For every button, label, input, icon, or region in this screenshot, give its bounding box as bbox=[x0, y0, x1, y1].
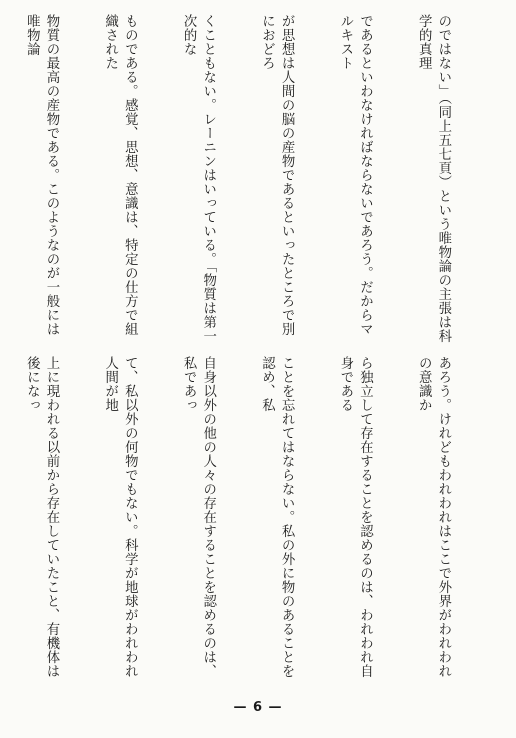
text-line: のではない」（同上五七頁）という唯物論の主張は科学的真理 bbox=[416, 14, 451, 344]
text-line: 自身以外の他の人々の存在することを認めるのは、私であっ bbox=[181, 356, 216, 678]
text-line: が思想は人間の脳の産物であるといったところで別におどろ bbox=[259, 14, 295, 336]
text-line: であるといわなければならないであろう。だからマルキスト bbox=[337, 14, 373, 336]
text-line: くこともない。レーニンはいっている。「物質は第一次的な bbox=[181, 14, 216, 344]
text-line: ら独立して存在することを認めるのは、われわれ自身である bbox=[337, 356, 373, 678]
bottom-text-block bbox=[22, 356, 492, 686]
text-line: て、私以外の何物でもない。科学が地球がわれわれ人間が地 bbox=[102, 356, 138, 678]
page-number: — 6 — bbox=[233, 700, 283, 715]
text-line: あろう。けれどもわれわれはここで外界がわれわれの意識か bbox=[416, 356, 451, 678]
text-line: ことを忘れてはならない。私の外に物のあることを認め、私 bbox=[259, 356, 295, 678]
text-line: 上に現われる以前から存在していたこと、有機体は後になっ bbox=[24, 356, 59, 678]
text-line: 物質の最高の産物である。このようなのが一般には唯物論 bbox=[24, 14, 59, 336]
text-line: ものである。感覚、思想、意識は、特定の仕方で組織された bbox=[102, 14, 138, 336]
top-text-block bbox=[22, 14, 492, 344]
